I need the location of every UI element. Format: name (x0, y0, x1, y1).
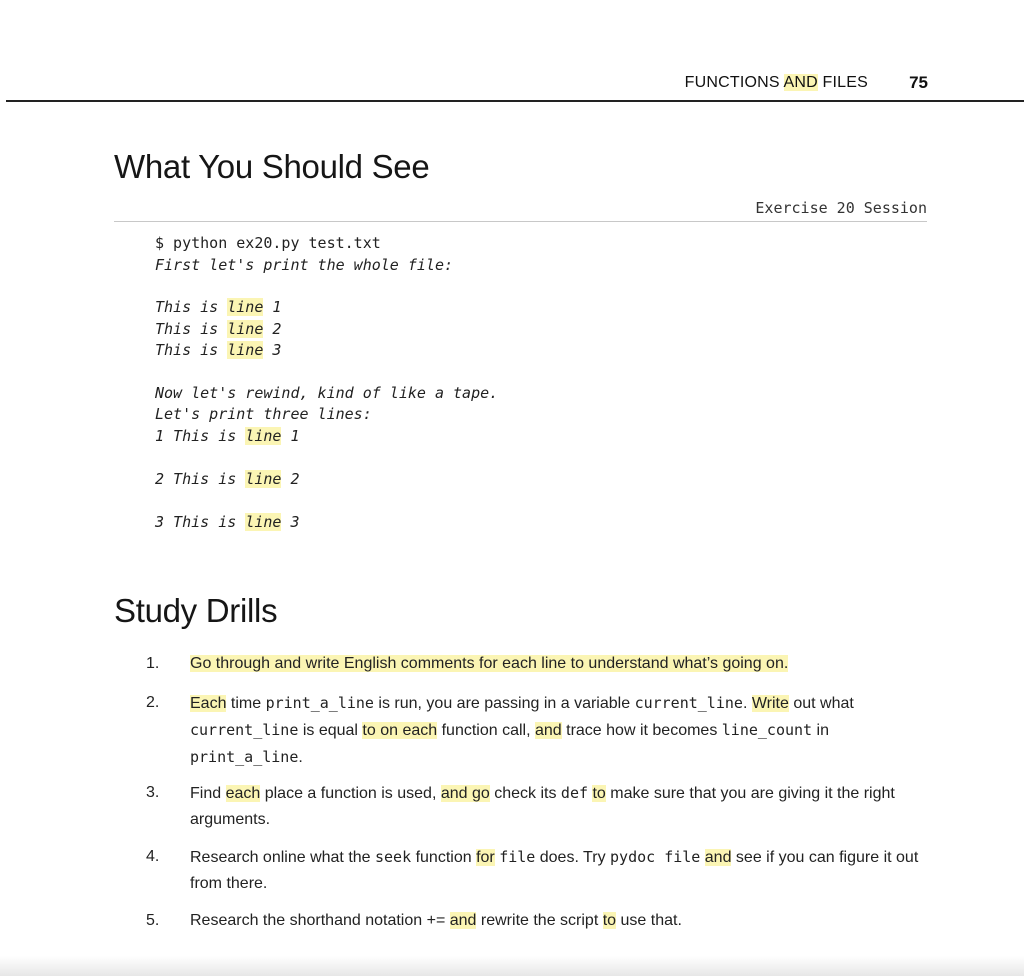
drill-text: . (298, 749, 303, 766)
drill-text-highlight: and (534, 722, 562, 739)
drill-text: time (226, 695, 266, 712)
code-line-output (155, 513, 300, 531)
drill-text-highlight: to (602, 912, 617, 929)
code-text: 2 (263, 320, 282, 338)
drill-text: function call, (437, 722, 535, 739)
drill-code: current_line (190, 721, 299, 739)
code-text: 1 (281, 427, 300, 445)
drill-text: does. Try (535, 849, 611, 866)
running-title-part: FUNCTIONS (684, 74, 784, 91)
drill-code: print_a_line (190, 748, 299, 766)
code-line-output (155, 298, 281, 316)
drill-text: Research online what the (190, 849, 375, 866)
drill-number: 4. (146, 848, 160, 865)
code-text-line: line (245, 427, 282, 445)
drill-code: print_a_line (265, 694, 374, 712)
drill-text-highlight: Each (190, 695, 227, 712)
code-line-output: Now let's rewind, kind of like a tape. (155, 384, 499, 402)
section-heading-study-drills: Study Drills (114, 592, 278, 629)
code-line-output (155, 320, 281, 338)
running-header (6, 70, 1024, 102)
code-text: 2 This is (155, 470, 246, 488)
page-number: 75 (909, 73, 928, 92)
drill-text: Research the shorthand notation (190, 912, 427, 929)
drill-text-highlight: and (704, 849, 732, 866)
drill-number: 2. (146, 694, 160, 711)
running-title-and: AND (783, 74, 818, 91)
drill-text-highlight: for (476, 849, 495, 866)
code-text: 1 (263, 298, 282, 316)
drill-text: place a function is used, (260, 785, 441, 802)
drill-text-highlight: to (592, 785, 606, 802)
code-text: This is (155, 320, 228, 338)
page-bottom-shadow (0, 956, 1024, 976)
code-line-output (155, 427, 300, 445)
code-line-output (155, 470, 300, 488)
code-text: 3 (281, 513, 300, 531)
code-text-line: line (227, 320, 264, 338)
drill-text: Find (190, 785, 226, 802)
drill-text: in (812, 722, 829, 739)
listing-caption: Exercise 20 Session (755, 199, 927, 217)
drill-text: is run, you are passing in a variable (373, 695, 635, 712)
running-title-part: FILES (817, 74, 868, 91)
drill-text-highlight: and go (440, 785, 490, 802)
listing-divider (114, 221, 927, 222)
drill-text: function (411, 849, 477, 866)
drill-number: 5. (146, 912, 160, 929)
drill-text: check its (489, 785, 561, 802)
drill-code: line_count (721, 721, 813, 739)
drill-number: 1. (146, 655, 160, 672)
code-text-line: line (245, 513, 282, 531)
drill-text-highlight: Go through and write English comments for each line to understand what’s going on. (190, 655, 789, 672)
drill-code: pydoc file (610, 848, 701, 866)
code-text-line: line (227, 341, 264, 359)
drill-item-5 (190, 908, 932, 934)
drill-text-highlight: each (225, 785, 261, 802)
drill-text: is equal (298, 722, 363, 739)
code-text: 3 This is (155, 513, 246, 531)
drill-text: rewrite the script (476, 912, 603, 929)
code-text: This is (155, 298, 228, 316)
drill-number: 3. (146, 784, 160, 801)
code-text: 1 This is (155, 427, 246, 445)
code-text: This is (155, 341, 228, 359)
code-line-command: $ python ex20.py test.txt (155, 234, 381, 252)
drill-text: += (426, 912, 446, 929)
code-line-output: First let's print the whole file: (155, 256, 454, 274)
code-text: 3 (263, 341, 282, 359)
drill-code: def (560, 784, 589, 802)
drill-code: seek (375, 848, 412, 866)
drill-code: file (499, 848, 536, 866)
drill-text-highlight: and (449, 912, 477, 929)
drill-item-3 (190, 780, 932, 833)
drill-text: see if you can figure it out from there. (190, 849, 919, 892)
drill-text: make sure that you are giving it the right arguments. (190, 785, 895, 828)
drill-text-highlight: Write (751, 695, 789, 712)
drill-item-1 (190, 651, 932, 677)
drill-text: trace how it becomes (561, 722, 722, 739)
drill-code: current_line (634, 694, 743, 712)
drill-text: out what (788, 695, 854, 712)
drill-text-highlight: to on each (362, 722, 438, 739)
code-text-line: line (227, 298, 264, 316)
drill-item-2 (190, 690, 932, 771)
code-text: 2 (281, 470, 300, 488)
code-line-output: Let's print three lines: (155, 405, 372, 423)
code-line-output (155, 341, 281, 359)
drill-text: use that. (616, 912, 682, 929)
drill-item-4 (190, 844, 932, 897)
running-title (685, 74, 868, 92)
code-text-line: line (245, 470, 282, 488)
section-heading-what-you-should-see: What You Should See (114, 148, 430, 185)
drill-text: . (742, 695, 752, 712)
